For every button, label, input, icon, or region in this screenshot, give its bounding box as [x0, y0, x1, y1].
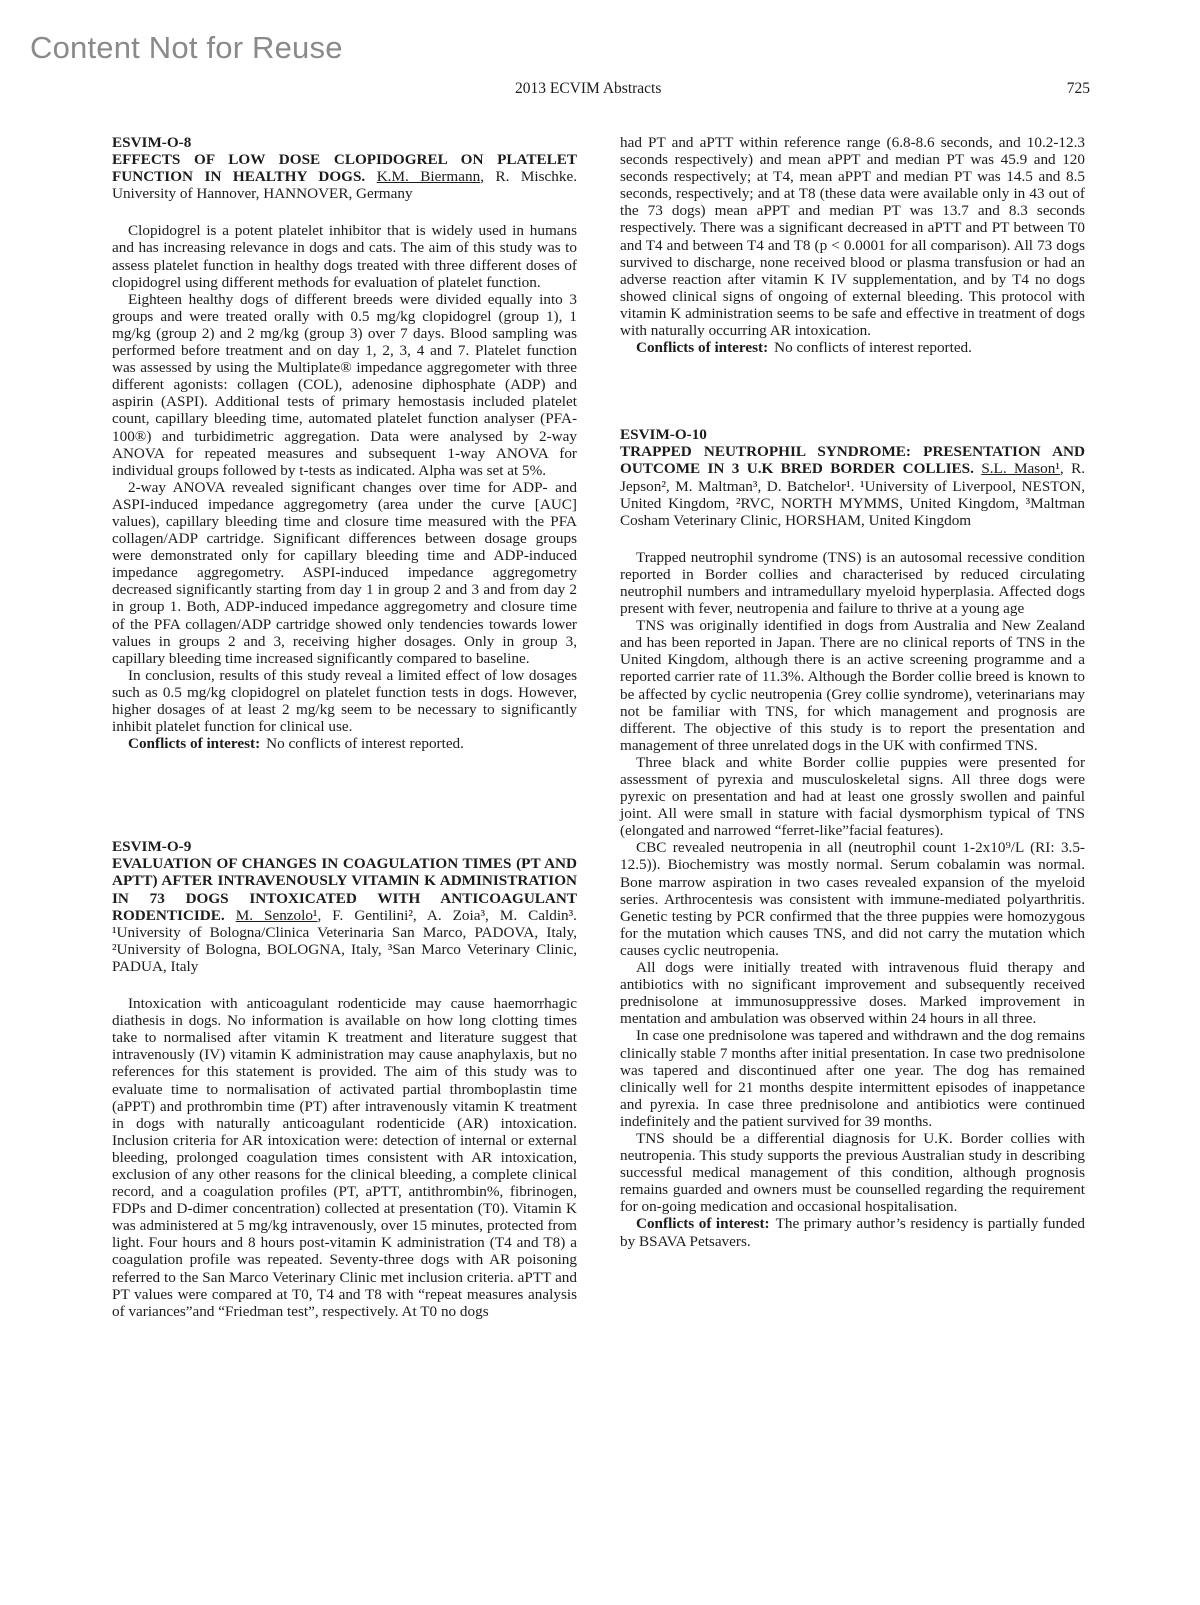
conflicts-of-interest — [112, 735, 577, 752]
abstract-title: EVALUATION OF CHANGES IN COAGULATION TIMES (PT AND APTT) AFTER INTRAVENOUSLY VITAMIN K ADMINISTRATION IN 73 DOGS INTOXICATED WITH ANTICOAGULANT RODENTICIDE. — [112, 855, 577, 924]
abstract-paragraph: TNS should be a differential diagnosis for U.K. Border collies with neutropenia. This study supports the previous Australian study in describing successful medical management of this condition, although prognosis remains guarded and owners must be counselled regarding the requirement for on-going medication and occasional hospitalisation. — [620, 1129, 1085, 1216]
abstract-id: ESVIM-O-9 — [112, 838, 192, 856]
abstract-paragraph: Eighteen healthy dogs of different breeds were divided equally into 3 groups and were treated orally with 0.5 mg/kg clopidogrel (group 1), 1 mg/kg (group 2) and 2 mg/kg (group 3) over 7 days. Blood sampling was performed before treatment and on day 1, 2, 3, 4 and 7. Platelet function was assessed by using the Multiplate® impedance aggregometer with three different agonists: collagen (COL), adenosine diphosphate (ADP) and aspirin (ASPI). Additional tests of primary hemostasis included platelet count, capillary bleeding time, automated platelet function analyser (PFA-100®) and turbidimetric aggregation. Data were analysed by 2-way ANOVA for repeated measures and subsequent 1-way ANOVA for individual groups followed by t-tests as indicated. Alpha was set at 5%. — [112, 290, 577, 479]
abstract-id: ESVIM-O-10 — [620, 426, 707, 444]
conflicts-text: The primary author’s residency is partially funded by BSAVA Petsavers. — [620, 1215, 1086, 1250]
right-column — [620, 134, 1085, 1250]
section-gap — [112, 752, 577, 838]
conflicts-label: Conflicts of interest: — [636, 339, 769, 357]
abstract-paragraph: In case one prednisolone was tapered and withdrawn and the dog remains clinically stable 7 months after initial presentation. In case two prednisolone was tapered and discontinued after one year. The dog has remained clinically well for 21 months despite intermittent episodes of inappetance and pyrexia. In case three prednisolone and antibiotics were continued indefinitely and the patient survived for 39 months. — [620, 1027, 1085, 1130]
abstract-continuation: had PT and aPTT within reference range (6.8-8.6 seconds, and 10.2-12.3 seconds respectively) and mean aPPT and median PT was 45.9 and 120 seconds respectively; at T4, mean aPPT and median PT was 14.5 and 8.5 seconds, respectively; and at T8 (these data were available only in 43 out of the 73 dogs) mean aPPT and median PT was 13.7 and 8.3 seconds respectively. There was a significant decreased in aPTT and PT between T0 and T4 and between T4 and T8 (p < 0.0001 for all comparison). All 73 dogs survived to discharge, none received blood or plasma transfusion or had an adverse reaction after vitamin K IV supplementation, and by T4 no dogs showed clinical signs of ongoing of external bleeding. This protocol with vitamin K administration seems to be safe and effective in treatment of dogs with naturally occurring AR intoxication. — [620, 134, 1085, 340]
abstract-paragraph: Intoxication with anticoagulant rodenticide may cause haemorrhagic diathesis in dogs. No information is available on how long clotting times take to normalised after vitamin K treatment and literature suggest that intravenously (IV) vitamin K administration may cause anaphylaxis, but no references for this statement is provided. The aim of this study was to evaluate time to normalisation of activated partial thromboplastin time (aPPT) and prothrombin time (PT) after intravenously vitamin K treatment in dogs with naturally anticoagulant rodenticide (AR) intoxication. Inclusion criteria for AR intoxication were: detection of internal or external bleeding, prolonged coagulation times consistent with AR intoxication, exclusion of any other reasons for the clinical bleeding, a complete clinical record, and a coagulation profiles (PT, aPTT, antithrombin%, fibrinogen, FDPs and D-dimer concentration) collected at presentation (T0). Vitamin K was administered at 5 mg/kg intravenously, over 15 minutes, protected from light. Four hours and 8 hours post-vitamin K administration (T4 and T8) a coagulation profile was repeated. Seventy-three dogs with AR poisoning referred to the San Marco Veterinary Clinic met inclusion criteria. aPTT and PT values were compared at T0, T4 and T8 with “repeat measures analysis of variances”and “Friedman test”, respectively. At T0 no dogs — [112, 995, 577, 1320]
abstract-paragraph: In conclusion, results of this study reveal a limited effect of low dosages such as 0.5 mg/kg clopidogrel on platelet function tests in dogs. However, higher dosages of at least 2 mg/kg seem to be necessary to significantly inhibit platelet function for clinical use. — [112, 666, 577, 736]
abstract-esvim-o-9-continued — [620, 134, 1085, 356]
abstract-paragraph: Clopidogrel is a potent platelet inhibitor that is widely used in humans and has increasing relevance in dogs and cats. The aim of this study was to assess platelet function in healthy dogs treated with three different doses of clopidogrel using different methods for evaluation of platelet function. — [112, 222, 577, 291]
conflicts-label: Conflicts of interest: — [128, 735, 261, 753]
presenting-author: K.M. Biermann — [376, 168, 481, 186]
abstract-paragraph: All dogs were initially treated with intravenous fluid therapy and antibiotics with no significant improvement and subsequently received prednisolone at immunosuppressive doses. Marked improvement in mentation and ambulation was observed within 24 hours in all three. — [620, 959, 1085, 1028]
abstract-title: EFFECTS OF LOW DOSE CLOPIDOGREL ON PLATELET FUNCTION IN HEALTHY DOGS. — [112, 151, 577, 186]
presenting-author: M. Senzolo¹ — [235, 906, 318, 924]
conflicts-of-interest — [620, 1215, 1085, 1249]
abstract-heading — [112, 151, 577, 202]
running-head — [0, 80, 1200, 100]
conflicts-of-interest — [620, 339, 1085, 356]
abstract-heading — [620, 443, 1085, 528]
abstract-heading — [112, 855, 577, 975]
section-gap — [620, 356, 1085, 426]
authors-affiliations: , R. Jepson², M. Maltman³, D. Batchelor¹. ¹University of Liverpool, NESTON, United Kingdom, ²RVC, NORTH MYMMS, United Kingdom, ³Maltman Cosham Veterinary Clinic, HORSHAM, United Kingdom — [620, 460, 1085, 529]
watermark: Content Not for Reuse — [30, 30, 343, 65]
abstract-paragraph: TNS was originally identified in dogs from Australia and New Zealand and has been reported in Japan. There are no clinical reports of TNS in the United Kingdom, although there is an active screening programme and a reported carrier rate of 11.3%. Although the Border collie breed is known to be affected by cyclic neutropenia (Grey collie syndrome), veterinarians may not be familiar with TNS, for which management and prognosis are different. The objective of this study is to report the presentation and management of three unrelated dogs in the UK with confirmed TNS. — [620, 617, 1085, 754]
journal-title: 2013 ECVIM Abstracts — [515, 80, 662, 97]
conflicts-text: No conflicts of interest reported. — [266, 735, 464, 753]
abstract-paragraph: Trapped neutrophil syndrome (TNS) is an autosomal recessive condition reported in Border collies and characterised by reduced circulating neutrophil numbers and intramedullary myeloid hyperplasia. Affected dogs present with fever, neutropenia and failure to thrive at a young age — [620, 548, 1085, 618]
abstract-esvim-o-9 — [112, 838, 577, 1320]
conflicts-label: Conflicts of interest: — [636, 1215, 770, 1233]
abstract-paragraph: 2-way ANOVA revealed significant changes over time for ADP- and ASPI-induced impedance aggregometry (area under the curve [AUC] values), capillary bleeding time and closure time measured with the PFA collagen/ADP cartridge. Significant differences between dosage groups were demonstrated only for capillary bleeding time and ADP-induced impedance aggregometry. ASPI-induced impedance aggregometry decreased significantly starting from day 1 in group 2 and 3 and from day 2 in group 1. Both, ADP-induced impedance aggregometry and closure time of the PFA collagen/ADP cartridge showed only tendencies towards lower values in groups 2 and 3, receiving higher dosages. Only in group 3, capillary bleeding time increased significantly compared to baseline. — [112, 478, 577, 667]
abstract-id: ESVIM-O-8 — [112, 134, 192, 151]
presenting-author: S.L. Mason¹ — [981, 460, 1060, 478]
page-number: 725 — [1066, 80, 1090, 97]
abstract-esvim-o-10 — [620, 426, 1085, 1249]
abstract-esvim-o-8 — [112, 134, 577, 752]
abstract-paragraph: Three black and white Border collie puppies were presented for assessment of pyrexia and musculoskeletal signs. All three dogs were pyrexic on presentation and had at least one grossly swollen and painful joint. All were small in stature with facial dysmorphism typical of TNS (elongated and narrowed “ferret-like”facial features). — [620, 753, 1085, 840]
left-column — [112, 134, 577, 1320]
abstract-paragraph: CBC revealed neutropenia in all (neutrophil count 1-2x10⁹/L (RI: 3.5-12.5)). Biochemistry was mostly normal. Serum cobalamin was normal. Bone marrow aspiration in two cases revealed expansion of the myeloid series. Arthrocentesis was consistent with immune-mediated polyarthritis. Genetic testing by PCR confirmed that the three puppies were homozygous for the mutation which causes TNS, and did not carry the mutation which causes cyclic neutropenia. — [620, 839, 1085, 959]
authors-affiliations: , F. Gentilini², A. Zoia³, M. Caldin³. ¹University of Bologna/Clinica Veterinaria San Marco, PADOVA, Italy, ²University of Bologna, BOLOGNA, Italy, ³San Marco Veterinary Clinic, PADUA, Italy — [112, 906, 577, 975]
authors-affiliations: , R. Mischke. University of Hannover, HANNOVER, Germany — [112, 168, 578, 203]
abstract-title: TRAPPED NEUTROPHIL SYNDROME: PRESENTATION AND OUTCOME IN 3 U.K BRED BORDER COLLIES. — [620, 443, 1085, 478]
conflicts-text: No conflicts of interest reported. — [774, 339, 972, 357]
